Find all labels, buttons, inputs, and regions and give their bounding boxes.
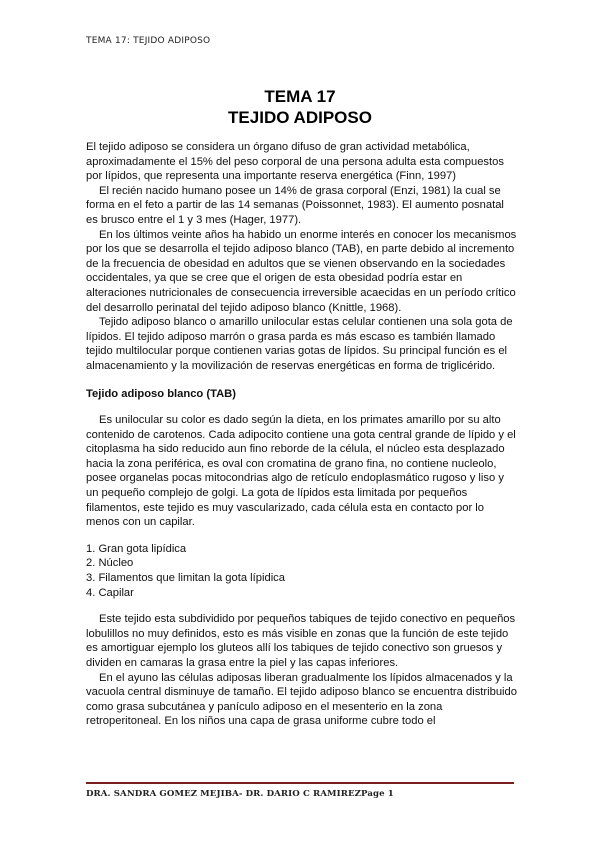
list-item: 1. Gran gota lipídica <box>86 542 187 555</box>
running-header: TEMA 17: TEJIDO ADIPOSO <box>86 36 211 46</box>
section-heading: Tejido adiposo blanco (TAB) <box>86 387 236 400</box>
paragraph: En los últimos veinte años ha habido un enorme interés en conocer los mecanismos por los que se desarrolla el tejido adiposo blanco (TAB), en parte debido al incremento de la frecuencia de obesidad en adultos que se vienen observando en la sociedades occidentales, ya que se cree que el origen de esta obesidad podría estar en alteraciones nutricionales de consecuencia irreversible acaecidas en un período crítico del desarrollo perinatal del tejido adiposo blanco (Knittle, 1968). <box>86 228 517 314</box>
list-item: 3. Filamentos que limitan la gota lípidica <box>86 572 285 585</box>
spacer <box>86 600 518 612</box>
page-footer: DRA. SANDRA GOMEZ MEJIBA- DR. DARIO C RAMIREZPage 1 <box>86 789 394 799</box>
paragraph: Es unilocular su color es dado según la dieta, en los primates amarillo por su alto contenido de carotenos. Cada adipocito contiene una gota central grande de lípido y el citoplasma ha sido reducido aun fino reborde de la célula, el núcleo esta desplazado hacia la zona periférica, es oval con cromatina de grano fina, no contiene nucleolo, posee organelas pocas mitocondrias algo de retículo endoplasmático rugoso y liso y un pequeño complejo de golgi. La gota de lípidos esta limitada por pequeños filamentos, este tejido es muy vascularizado, cada célula esta en contacto por lo menos con un capilar. <box>86 414 516 529</box>
list-item: 4. Capilar <box>86 586 134 599</box>
spacer <box>86 530 518 542</box>
title-line-1: TEMA 17 <box>264 87 336 106</box>
paragraph: Tejido adiposo blanco o amarillo unilocular estas celular contienen una sola gota de lípidos. El tejido adiposo marrón o grasa parda es más escaso es también llamado tejido multilocular porque contienen varias gotas de lípidos. Su principal función es el almacenamiento y la movilización de reservas energéticas en forma de triglicérido. <box>86 316 513 372</box>
paragraph: Este tejido esta subdividido por pequeños tabiques de tejido conectivo en pequeños lobulillos no muy definidos, esto es más visible en zonas que la función de este tejido es amortiguar ejemplo los gluteos allí los tabiques de tejido conectivo son gruesos y dividen en camaras la grasa entre la piel y las capas inferiores. <box>86 613 516 669</box>
numbered-list <box>86 542 518 600</box>
paragraph: En el ayuno las células adiposas liberan gradualmente los lípidos almacenados y la vacuola central disminuye de tamaño. El tejido adiposo blanco se encuentra distribuido como grasa subcutánea y panículo adiposo en el mesenterio en la zona retroperitoneal. En los niños una capa de grasa uniforme cubre todo el <box>86 671 517 728</box>
paragraph: El recién nacido humano posee un 14% de grasa corporal (Enzi, 1981) la cual se forma en el feto a partir de las 14 semanas (Poissonnet, 1983). El aumento posnatal es brusco entre el 1 y 3 mes (Hager, 1977). <box>86 184 504 226</box>
document-body <box>86 140 518 729</box>
list-item: 2. Núcleo <box>86 557 134 570</box>
page-title <box>86 86 514 128</box>
footer-rule <box>86 782 514 784</box>
title-line-2: TEJIDO ADIPOSO <box>228 108 372 127</box>
paragraph: El tejido adiposo se considera un órgano difuso de gran actividad metabólica, aproximadamente el 15% del peso corporal de una persona adulta esta compuestos por lípidos, que representa una importante reserva energética (Finn, 1997) <box>86 141 504 183</box>
